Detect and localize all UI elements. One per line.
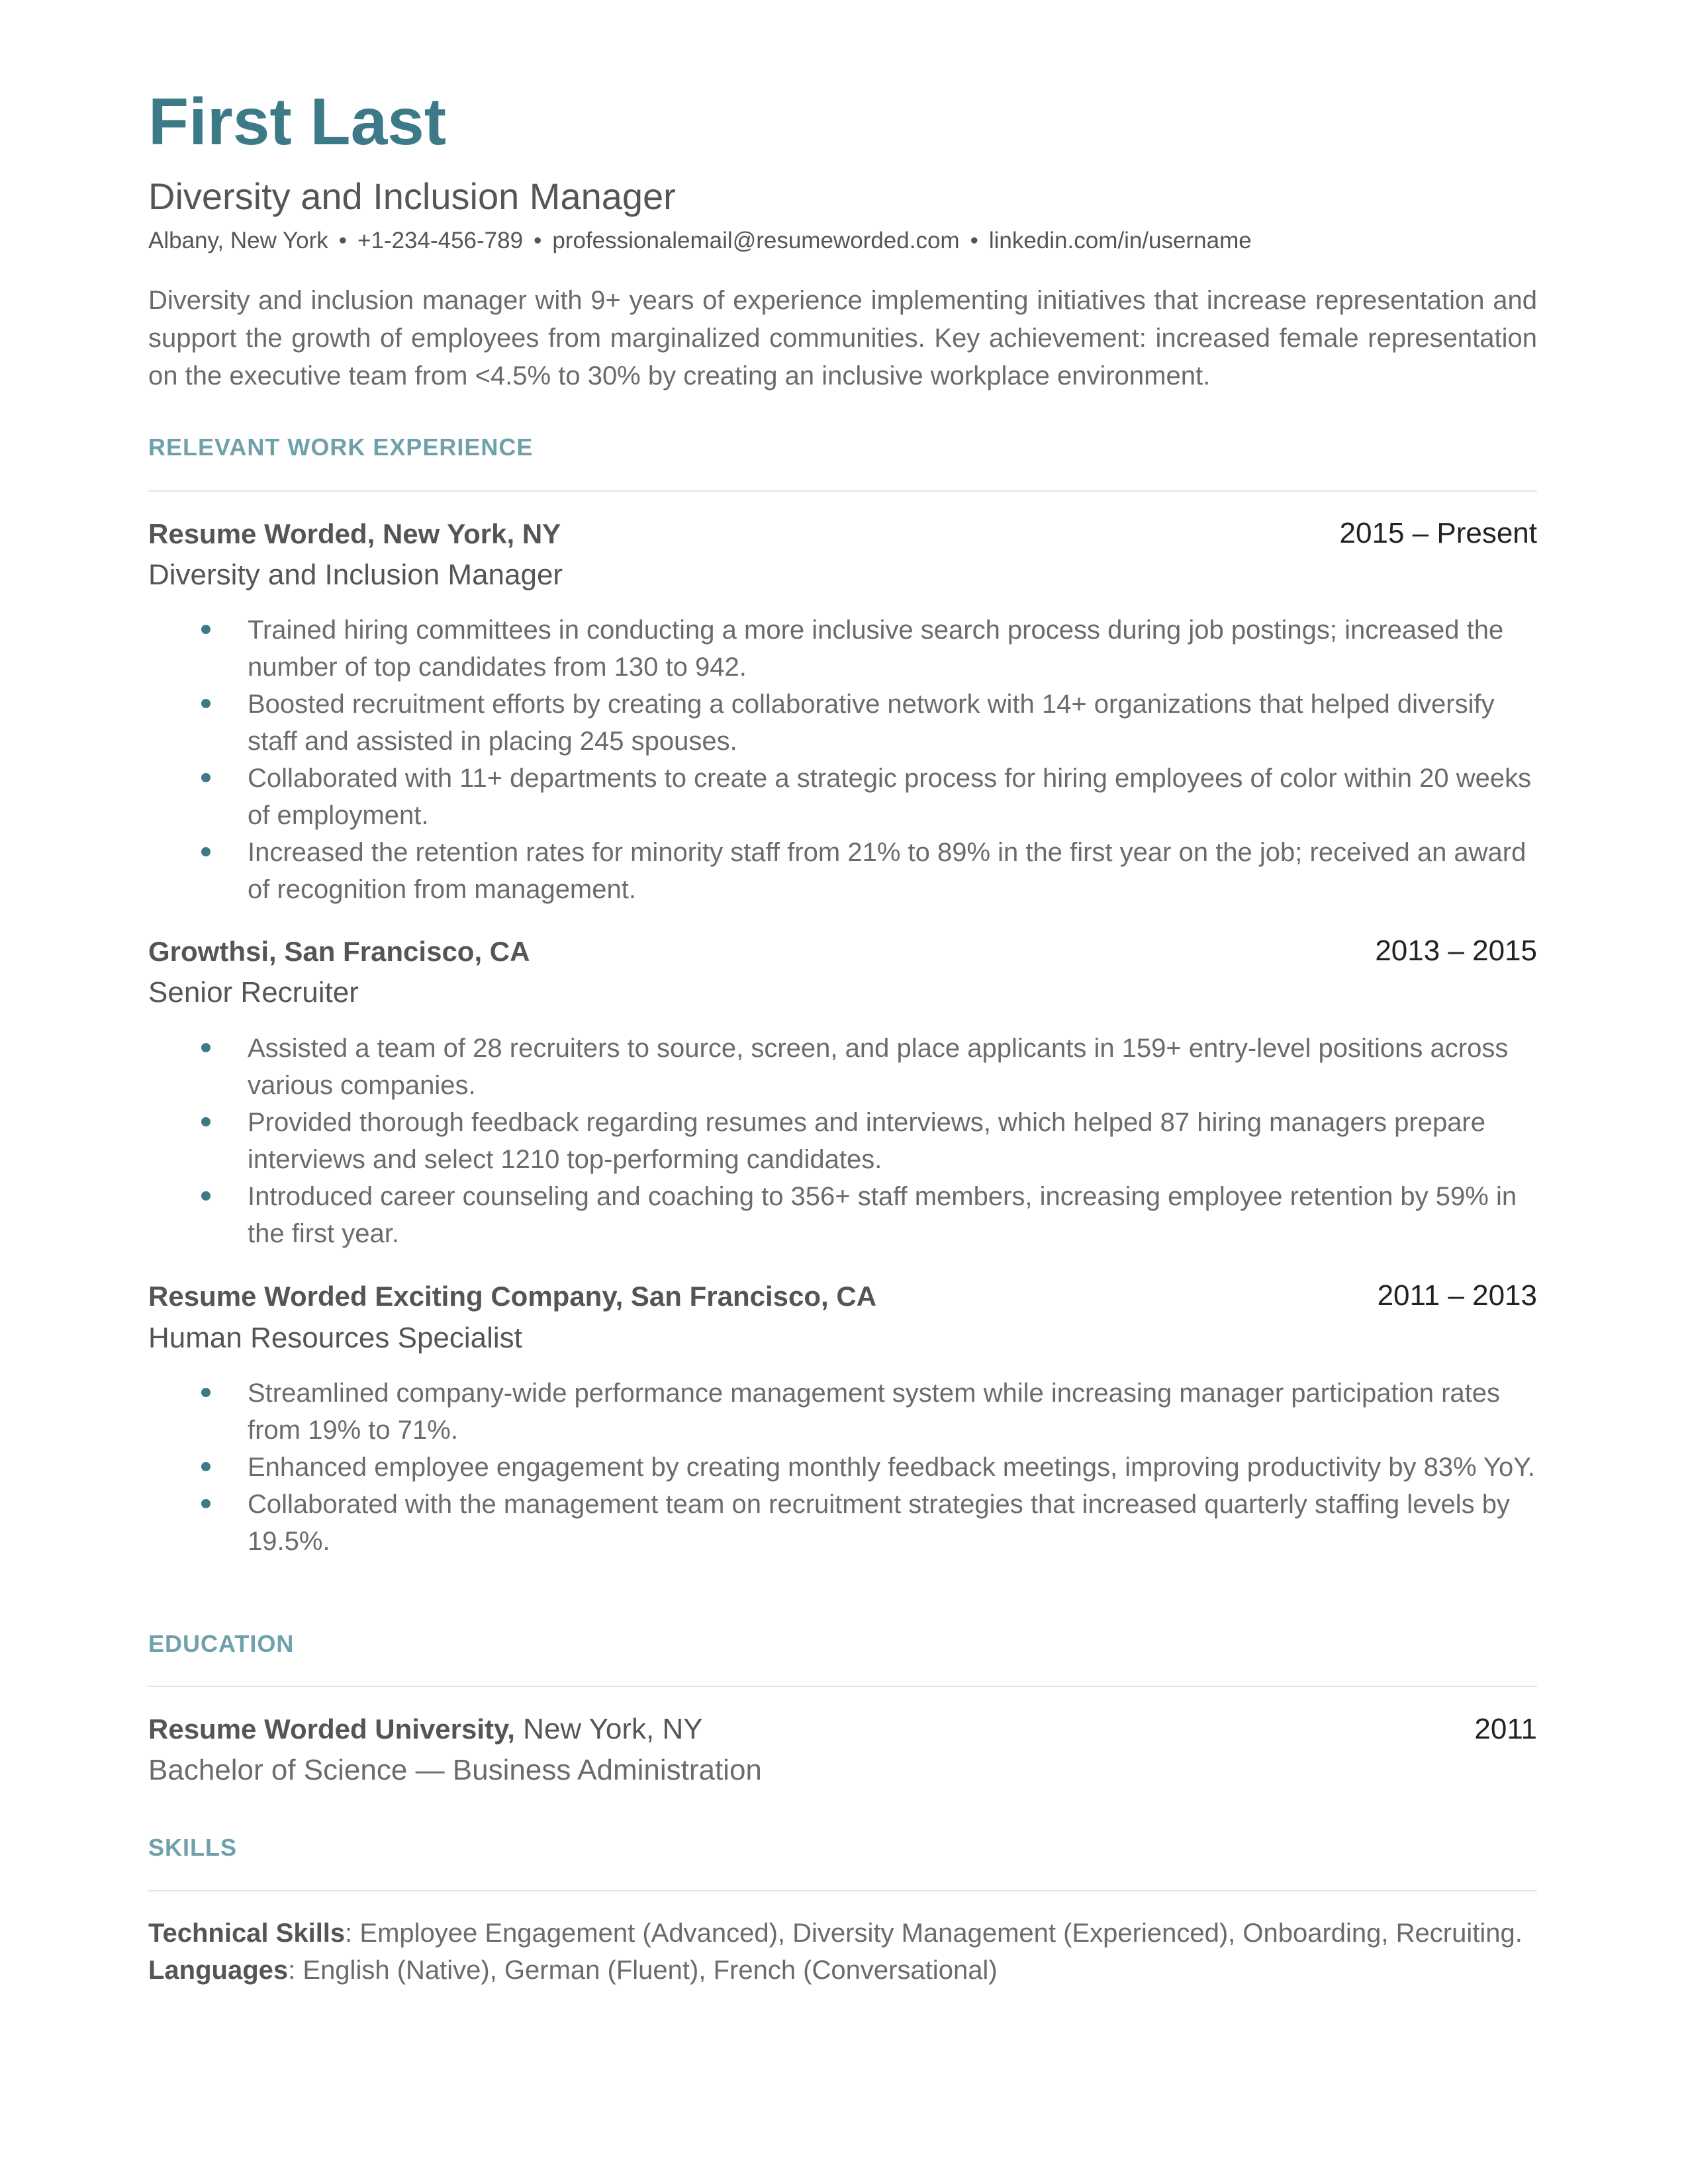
bullet-dot	[201, 625, 211, 634]
job-dates: 2013 – 2015	[1375, 934, 1537, 967]
section-divider	[148, 1686, 1537, 1687]
bullet-dot	[201, 1499, 211, 1508]
contact-location: Albany, New York	[148, 228, 328, 253]
job-company: Resume Worded Exciting Company, San Francisco, CA	[148, 1281, 877, 1312]
bullet-text: Enhanced employee engagement by creating monthly feedback meetings, improving productivity by 83% YoY.	[248, 1453, 1535, 1482]
bullet-dot	[201, 847, 211, 856]
list-item	[148, 760, 1537, 834]
skills-languages-label: Languages	[148, 1956, 289, 1985]
education-school: Resume Worded University,	[148, 1713, 515, 1745]
list-item	[148, 1030, 1537, 1104]
job-role: Human Resources Specialist	[148, 1322, 522, 1354]
job-bullets	[148, 1030, 1537, 1252]
education-school-line	[148, 1713, 703, 1746]
bullet-dot	[201, 699, 211, 708]
bullet-dot	[201, 1117, 211, 1126]
bullet-dot	[201, 1388, 211, 1397]
job-bullets	[148, 612, 1537, 908]
bullet-text: Provided thorough feedback regarding resumes and interviews, which helped 87 hiring managers prepare interviews and select 1210 top-performing candidates.	[248, 1108, 1485, 1174]
section-heading-skills: SKILLS	[148, 1834, 238, 1861]
section-divider	[148, 490, 1537, 492]
list-item	[148, 1104, 1537, 1178]
job-dates: 2011 – 2013	[1377, 1279, 1537, 1312]
bullet-dot	[201, 1043, 211, 1052]
contact-linkedin: linkedin.com/in/username	[988, 228, 1252, 253]
list-item	[148, 1449, 1537, 1486]
contact-line	[148, 227, 1252, 255]
bullet-dot	[201, 773, 211, 782]
skills-technical-value: : Employee Engagement (Advanced), Diversity Management (Experienced), Onboarding, Recruiting.	[345, 1919, 1523, 1948]
bullet-text: Collaborated with the management team on recruitment strategies that increased quarterly staffing levels by 19.5%.	[248, 1490, 1510, 1556]
job-bullets	[148, 1375, 1537, 1560]
education-year: 2011	[1474, 1713, 1537, 1745]
bullet-text: Increased the retention rates for minority staff from 21% to 89% in the first year on the job; received an award of recognition from management.	[248, 838, 1526, 904]
bullet-text: Collaborated with 11+ departments to create a strategic process for hiring employees of color within 20 weeks of employment.	[248, 764, 1532, 830]
list-item	[148, 612, 1537, 686]
bullet-text: Streamlined company-wide performance management system while increasing manager participation rates from 19% to 71%.	[248, 1379, 1501, 1445]
skills-technical	[148, 1919, 1523, 1948]
contact-phone: +1-234-456-789	[357, 228, 524, 253]
list-item	[148, 834, 1537, 908]
job-company: Growthsi, San Francisco, CA	[148, 936, 530, 967]
list-item	[148, 1375, 1537, 1449]
bullet-text: Introduced career counseling and coaching to 356+ staff members, increasing employee retention by 59% in the first year.	[248, 1182, 1517, 1248]
job-company: Resume Worded, New York, NY	[148, 518, 561, 549]
skills-languages-value: : English (Native), German (Fluent), French (Conversational)	[288, 1956, 998, 1985]
list-item	[148, 686, 1537, 760]
job-role: Diversity and Inclusion Manager	[148, 559, 563, 591]
skills-languages	[148, 1956, 998, 1985]
bullet-text: Boosted recruitment efforts by creating a collaborative network with 14+ organizations that helped diversify staff and assisted in placing 245 spouses.	[248, 690, 1495, 756]
education-degree: Bachelor of Science — Business Administration	[148, 1754, 762, 1786]
bullet-text: Assisted a team of 28 recruiters to source, screen, and place applicants in 159+ entry-level positions across various companies.	[248, 1034, 1509, 1100]
contact-email: professionalemail@resumeworded.com	[552, 228, 960, 253]
bullet-dot	[201, 1462, 211, 1471]
section-heading-education: EDUCATION	[148, 1630, 295, 1657]
section-divider	[148, 1890, 1537, 1891]
list-item	[148, 1178, 1537, 1252]
list-item	[148, 1486, 1537, 1560]
candidate-name: First Last	[148, 85, 447, 159]
bullet-text: Trained hiring committees in conducting a more inclusive search process during job postings; increased the number of top candidates from 130 to 942.	[248, 615, 1504, 682]
job-role: Senior Recruiter	[148, 976, 359, 1009]
skills-technical-label: Technical Skills	[148, 1919, 346, 1948]
contact-separator: •	[534, 228, 542, 253]
contact-separator: •	[338, 228, 347, 253]
job-dates: 2015 – Present	[1339, 517, 1537, 549]
contact-separator: •	[970, 228, 978, 253]
summary-paragraph: Diversity and inclusion manager with 9+ years of experience implementing initiatives that increase representation and support the growth of employees from marginalized communities. Key achievement: increased female representation on the executive team from <4.5% to 30% by creating an inclusive workplace environment.	[148, 286, 1537, 390]
section-heading-experience: RELEVANT WORK EXPERIENCE	[148, 433, 534, 461]
bullet-dot	[201, 1191, 211, 1201]
education-location: New York, NY	[523, 1713, 703, 1745]
candidate-title: Diversity and Inclusion Manager	[148, 175, 676, 217]
